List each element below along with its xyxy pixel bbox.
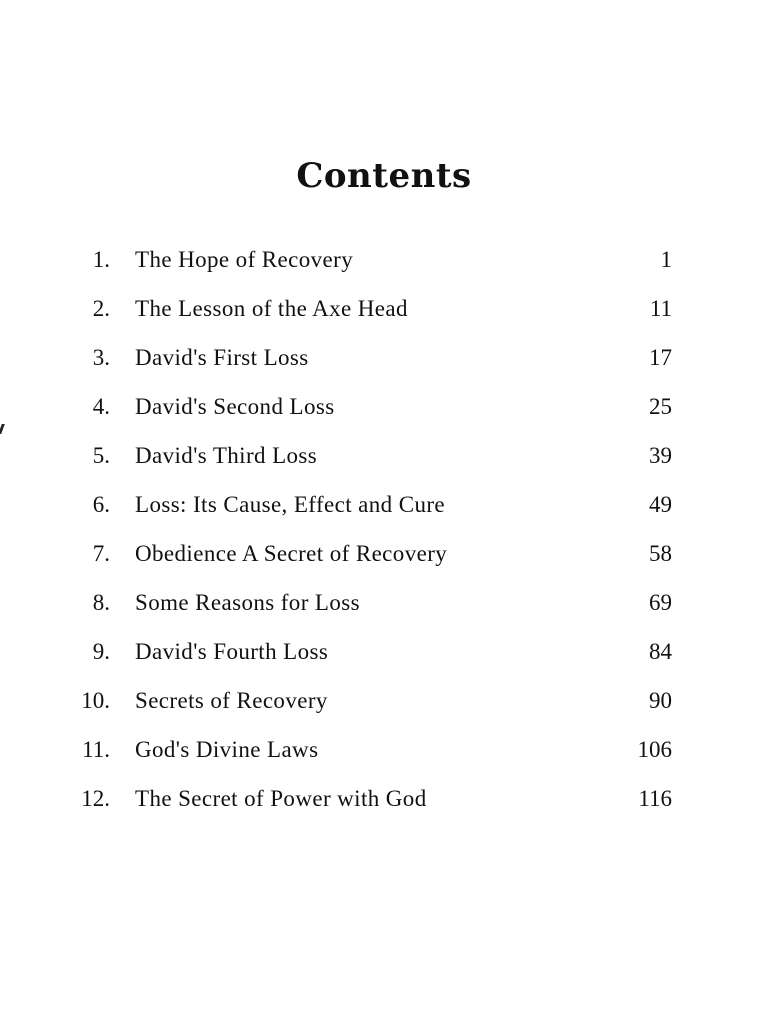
chapter-number: 10.	[81, 688, 110, 713]
chapter-number: 6.	[92, 492, 110, 517]
chapter-number: 3.	[92, 345, 110, 370]
toc-entry	[0, 436, 768, 485]
toc-entry	[0, 681, 768, 730]
chapter-number: 12.	[81, 786, 110, 811]
page-number: 84	[649, 639, 672, 664]
page-number: 69	[649, 590, 672, 615]
toc-entry	[0, 730, 768, 779]
chapter-title: Secrets of Recovery	[135, 688, 328, 713]
chapter-title: David's Third Loss	[135, 443, 318, 468]
chapter-title: Some Reasons for Loss	[135, 590, 360, 615]
toc-entry	[0, 632, 768, 681]
toc-entry	[0, 240, 768, 289]
chapter-number: 5.	[92, 443, 110, 468]
toc-entry	[0, 534, 768, 583]
chapter-title: The Secret of Power with God	[135, 786, 427, 811]
chapter-number: 8.	[92, 590, 110, 615]
chapter-title: Obedience A Secret of Recovery	[135, 541, 448, 566]
toc-entry	[0, 289, 768, 338]
chapter-title: David's Fourth Loss	[135, 639, 329, 664]
page-number: 1	[660, 247, 672, 272]
chapter-number: 2.	[92, 296, 110, 321]
page-number: 106	[637, 737, 672, 762]
page-number: 90	[649, 688, 672, 713]
chapter-title: Loss: Its Cause, Effect and Cure	[135, 492, 446, 517]
toc-entry	[0, 779, 768, 828]
page-number: 25	[649, 394, 672, 419]
chapter-title: God's Divine Laws	[135, 737, 319, 762]
page-number: 17	[649, 345, 672, 370]
chapter-title: The Hope of Recovery	[135, 247, 354, 272]
page-title: Contents	[296, 156, 472, 196]
page-number: 11	[649, 296, 672, 321]
chapter-number: 9.	[92, 639, 110, 664]
chapter-title: David's First Loss	[135, 345, 309, 370]
page-number: 58	[649, 541, 672, 566]
chapter-number: 7.	[92, 541, 110, 566]
chapter-title: David's Second Loss	[135, 394, 335, 419]
chapter-number: 1.	[92, 247, 110, 272]
page-number: 49	[649, 492, 672, 517]
page-number: 39	[649, 443, 672, 468]
page-number: 116	[638, 786, 672, 811]
toc-entry	[0, 583, 768, 632]
toc-entry	[0, 485, 768, 534]
toc-entry	[0, 387, 768, 436]
toc-entry	[0, 338, 768, 387]
chapter-number: 4.	[92, 394, 110, 419]
chapter-title: The Lesson of the Axe Head	[135, 296, 408, 321]
chapter-number: 11.	[82, 737, 110, 762]
table-of-contents	[0, 240, 768, 828]
